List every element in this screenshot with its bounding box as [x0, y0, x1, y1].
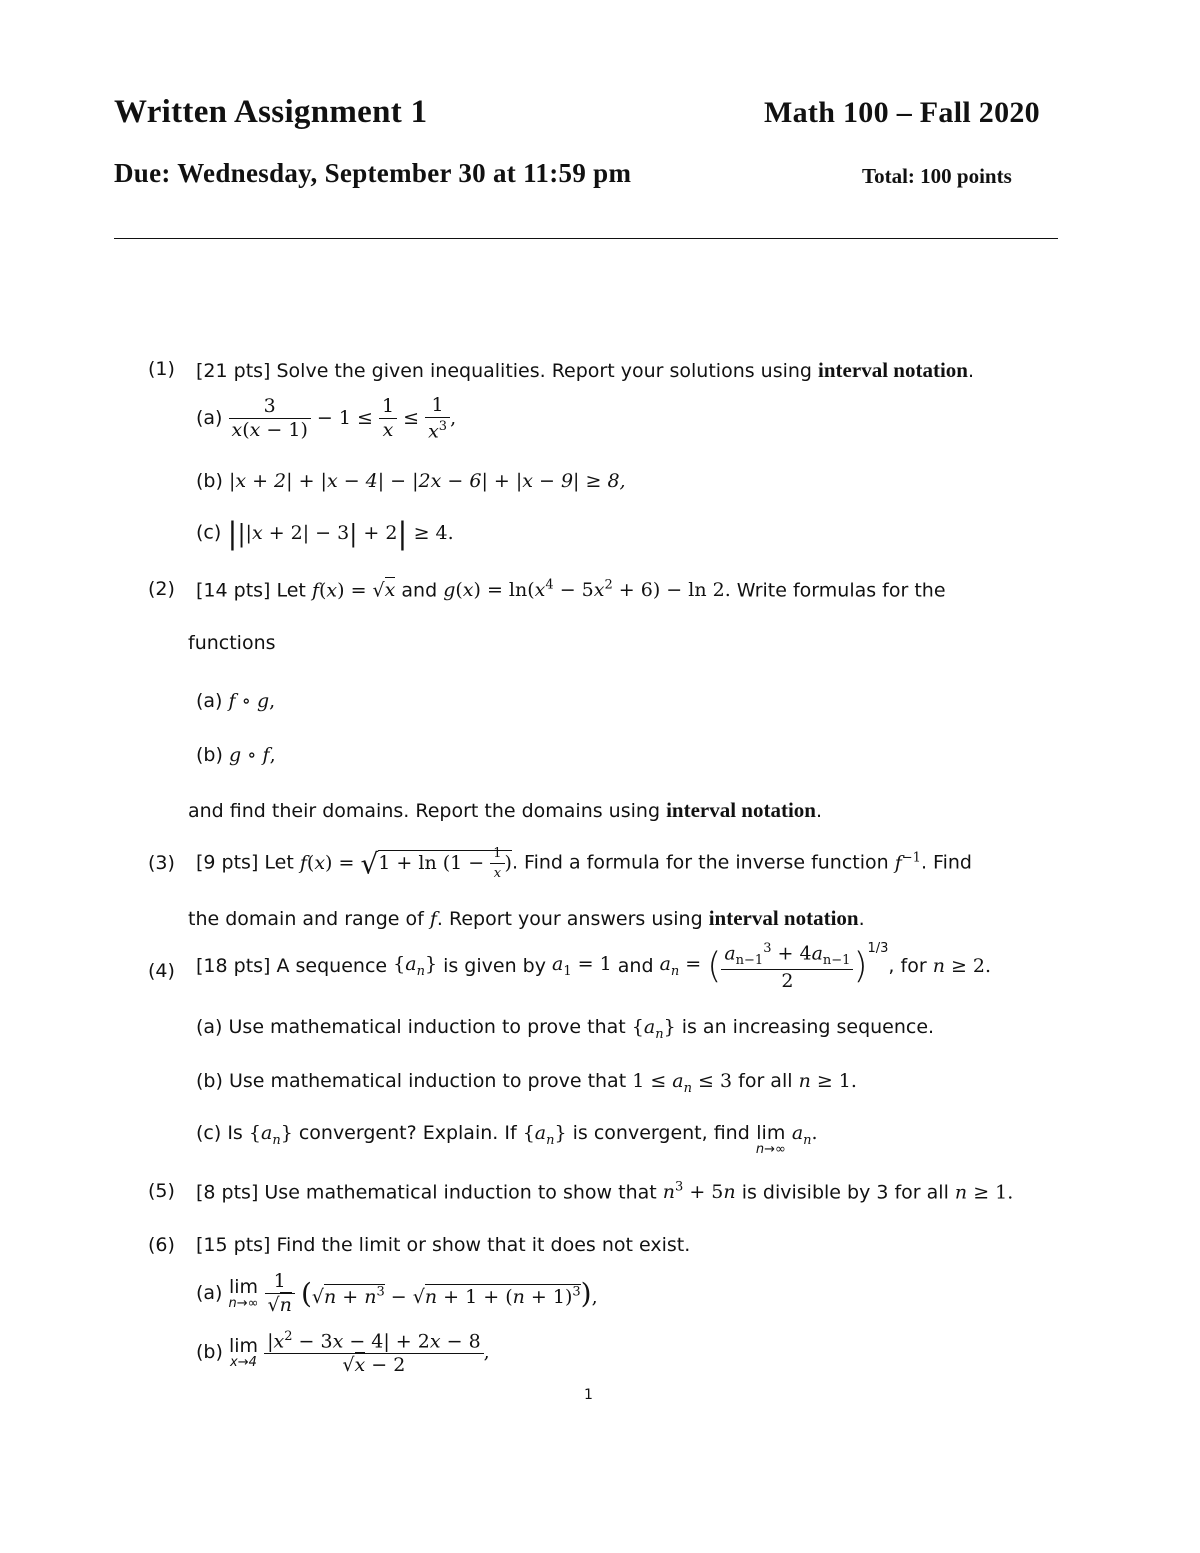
- assignment-title: Written Assignment 1: [114, 94, 428, 130]
- problem-6-text: [15 pts] Find the limit or show that it does not exist.: [196, 1234, 691, 1256]
- problem-6-number: (6): [148, 1234, 175, 1256]
- problem-2b: (b) g ∘ f,: [196, 744, 276, 766]
- page-number: 1: [584, 1387, 593, 1403]
- problem-2-text: [14 pts] Let f(x) = √x and $g(x) = \ln(x^4 - 5x^2 + 6) - \ln 2$. Write formulas for the: [196, 578, 946, 602]
- problem-2-outro: and find their domains. Report the domains using interval notation.: [188, 798, 823, 822]
- problem-6b: (b) lim x→4 $\frac{|x^2 - 3x - 4| + 2x - 8}{√x - 2}$ ,: [196, 1329, 490, 1377]
- problem-1b: (b) |x + 2| + |x − 4| − |2x − 6| + |x − 9| ≥ 8,: [196, 470, 626, 492]
- problem-4a: (a) Use mathematical induction to prove that $\{a_n\}$ is an increasing sequence.: [196, 1016, 935, 1042]
- problem-1-text: [21 pts] Solve the given inequalities. Report your solutions using interval notation.: [196, 358, 975, 382]
- problem-4b: (b) Use mathematical induction to prove that $1 \le a_n \le 3$ for all n ≥ 1.: [196, 1070, 857, 1096]
- header-divider: [114, 238, 1058, 239]
- problem-1c: (c) |||x + 2| − 3| + 2| ≥ 4.: [196, 516, 454, 551]
- problem-2-number: (2): [148, 578, 175, 600]
- problem-5-text: [8 pts] Use mathematical induction to show that $n^3 + 5n$ is divisible by 3 for all n ≥ 1.: [196, 1180, 1014, 1204]
- problem-2a: (a) f ∘ g,: [196, 690, 276, 712]
- problem-3-text: [9 pts] Let f(x) = √1 + ln (1 − $\frac{1}{x}$ ). Find a formula for the inverse function $f^{-1}$. Find: [196, 846, 972, 881]
- problem-4c: (c) Is $\{a_n\}$ convergent? Explain. If $\{a_n\}$ is convergent, find lim n→∞ $a_n$.: [196, 1122, 818, 1157]
- problem-1-number: (1): [148, 358, 175, 380]
- course-name: Math 100 – Fall 2020: [764, 96, 1040, 129]
- due-date: Due: Wednesday, September 30 at 11:59 pm: [114, 158, 632, 188]
- problem-3-number: (3): [148, 852, 175, 874]
- problem-3-line2: the domain and range of f. Report your answers using interval notation.: [188, 906, 865, 930]
- problem-1a: (a) $\frac{3}{x(x - 1)}$ − 1 ≤ $\frac{1}{x}$ ≤ $\frac{1}{x^3}$ ,: [196, 394, 457, 443]
- problem-4-text: [18 pts] A sequence $\{a_n\}$ is given by $a_1 = 1$ and $a_n$ = ( $\frac{a_{n-1}^3 + 4a_{n-1}}{2}$ )$^{1/3}$, for n ≥ 2.: [196, 941, 992, 993]
- problem-6a: (a) lim n→∞ $\frac{1}{√n}$ $(√n + n^3 - √n + 1 + (n + 1)^3)$,: [196, 1270, 598, 1316]
- problem-5-number: (5): [148, 1180, 175, 1202]
- problem-2-functions: functions: [188, 632, 276, 654]
- total-points: Total: 100 points: [862, 164, 1012, 188]
- problem-4-number: (4): [148, 960, 175, 982]
